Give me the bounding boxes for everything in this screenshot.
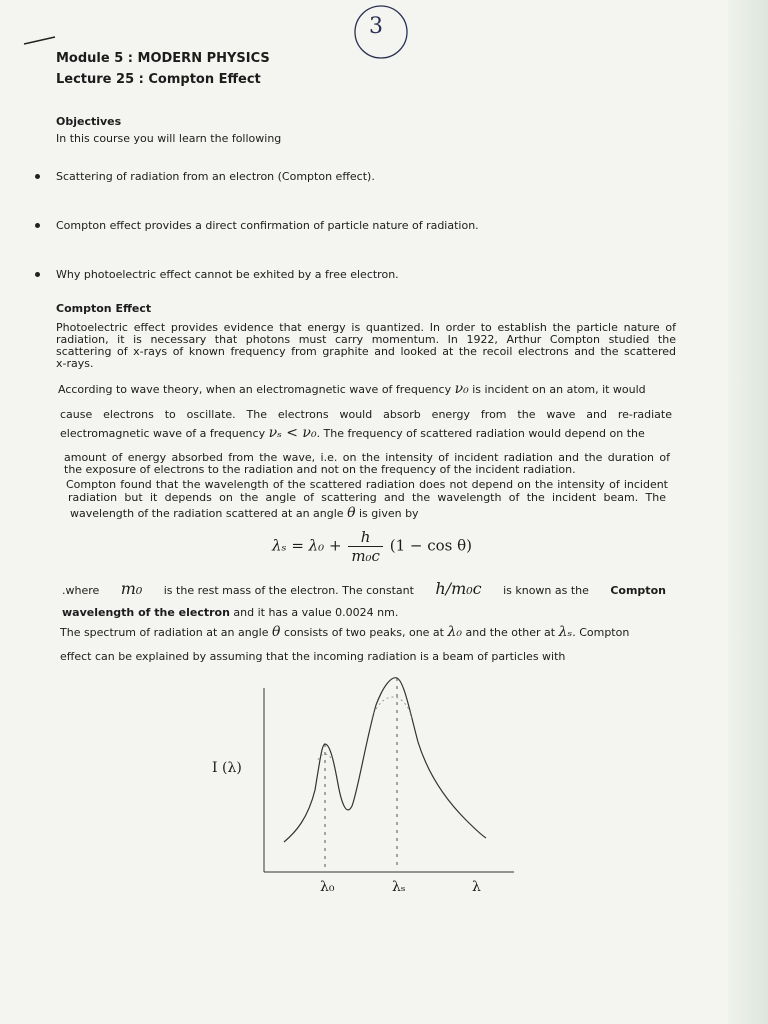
lecture-title: Lecture 25 : Compton Effect xyxy=(56,72,261,87)
symbol-nus-lt-nu0: νₛ < ν₀ xyxy=(268,425,317,441)
objective-item: Why photoelectric effect cannot be exhited by a free electron. xyxy=(56,268,399,281)
para-line: Compton found that the wavelength of the scattered radiation does not depend on the intensity of incident xyxy=(66,478,668,491)
para-line: .where m₀ is the rest mass of the electron. The constant h/m₀c is known as the Compton xyxy=(62,579,666,598)
symbol-nu0: ν₀ xyxy=(454,381,469,397)
x-tick-lambda0: λ₀ xyxy=(320,879,335,895)
para-line: electromagnetic wave of a frequency νₛ < ν₀. The frequency of scattered radiation would depend on the xyxy=(60,425,645,441)
para-line: x-rays. xyxy=(56,357,94,370)
objectives-intro: In this course you will learn the following xyxy=(56,132,282,145)
para-line: cause electrons to oscillate. The electrons would absorb energy from the wave and re-radiate xyxy=(60,408,672,421)
para-line: effect can be explained by assuming that the incoming radiation is a beam of particles with xyxy=(60,650,566,663)
objective-item: Scattering of radiation from an electron (Compton effect). xyxy=(56,170,375,183)
y-axis-label: I (λ) xyxy=(212,760,242,776)
compton-heading: Compton Effect xyxy=(56,302,152,315)
para-line: amount of energy absorbed from the wave, i.e. on the intensity of incident radiation and the duration of xyxy=(64,451,670,464)
para-line: According to wave theory, when an electromagnetic wave of frequency ν₀ is incident on an atom, it would xyxy=(58,381,646,397)
symbol-m0: m₀ xyxy=(120,579,143,598)
para-line: The spectrum of radiation at an angle θ consists of two peaks, one at λ₀ and the other at λₛ. Compton xyxy=(60,624,630,640)
symbol-h-over-m0c: h/m₀c xyxy=(435,579,482,598)
para-line: Photoelectric effect provides evidence that energy is quantized. In order to establish the particle nature of xyxy=(56,321,676,334)
para-line: radiation, it is necessary that photons must carry momentum. In 1922, Arthur Compton studied the xyxy=(56,333,676,346)
para-line: scattering of x-rays of known frequency from graphite and looked at the recoil electrons and the scattered xyxy=(56,345,676,358)
compton-formula: λₛ = λ₀ + $\frac{h}{\text{m₀c}}$ (1 − cos θ) xyxy=(272,528,473,565)
x-axis-label: λ xyxy=(472,879,481,895)
x-tick-lambdas: λₛ xyxy=(392,879,406,895)
para-line: wavelength of the radiation scattered at an angle θ is given by xyxy=(70,505,419,521)
intensity-curve xyxy=(284,678,486,842)
page-number: 3 xyxy=(369,14,383,39)
para-line: the exposure of electrons to the radiation and not on the frequency of the incident radiation. xyxy=(64,463,576,476)
objective-item: Compton effect provides a direct confirmation of particle nature of radiation. xyxy=(56,219,479,232)
module-title: Module 5 : MODERN PHYSICS xyxy=(56,51,270,66)
symbol-theta: θ xyxy=(347,505,356,521)
objectives-heading: Objectives xyxy=(56,115,122,128)
para-line: wavelength of the electron and it has a value 0.0024 nm. xyxy=(62,606,399,619)
para-line: radiation but it depends on the angle of scattering and the wavelength of the incident beam. The xyxy=(68,491,666,504)
